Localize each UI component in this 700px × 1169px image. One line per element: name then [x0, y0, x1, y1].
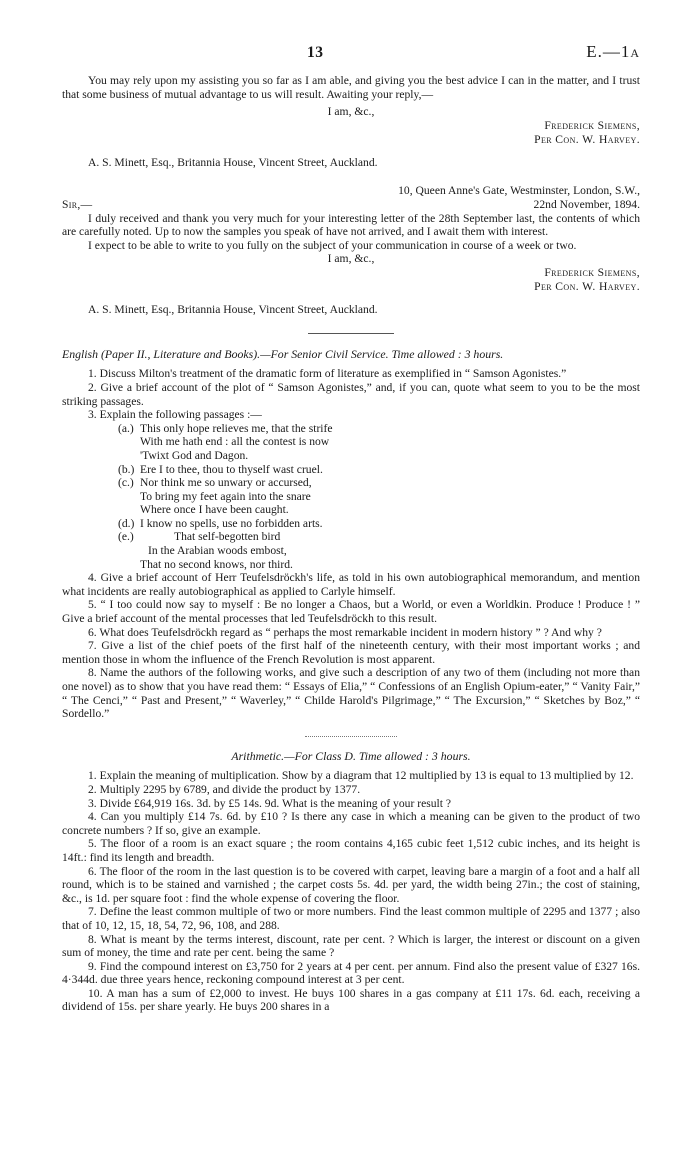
letter-1	[62, 74, 640, 170]
verse-b-line-1	[62, 463, 640, 477]
english-question-1: 1. Discuss Milton's treatment of the dramatic form of literature as exemplified in “ Samson Agonistes.”	[88, 367, 567, 381]
letter-1-signature: Frederick Siemens,	[544, 118, 640, 132]
verse-e-text-1: That self-begotten bird	[174, 530, 281, 544]
arithmetic-question-10: 10. A man has a sum of £2,000 to invest. He buys 100 shares in a gas company at £11 17s. 6d. each, receiving a dividend of 15s. per share yearly. He buys 200 shares in a	[62, 986, 640, 1014]
letter-2-closing: I am, &c.,	[327, 252, 375, 266]
letter-1-closing: I am, &c.,	[327, 105, 375, 119]
arithmetic-question-8-text: 8. What is meant by the terms interest, discount, rate per cent. ? Which is larger, the interest or discount on a given sum of money, the time and rate per cent. being the same ?	[62, 932, 640, 960]
arithmetic-question-2: 2. Multiply 2295 by 6789, and divide the product by 1377.	[88, 782, 361, 796]
verse-d-text-1: I know no spells, use no forbidden arts.	[140, 516, 323, 530]
letter-1-paragraph: You may rely upon my assisting you so far as I am able, and giving you the best advice I can in the matter, and I trust that some business of mutual advantage to us will result. Awaiting your reply,—	[62, 74, 640, 101]
arithmetic-question-9: 9. Find the compound interest on £3,750 for 2 years at 4 per cent. per annum. Find also the present value of £327 16s. 4·344d. due three years hence, reckoning compound interest at 3 per cent.	[62, 959, 640, 987]
letter-1-per: Per Con. W. Harvey.	[534, 132, 640, 146]
verse-e-label: (e.)	[118, 530, 134, 544]
english-verse-b	[62, 463, 640, 477]
verse-d-label: (d.)	[118, 516, 135, 530]
english-question-6: 6. What does Teufelsdröckh regard as “ perhaps the most remarkable incident in modern history ” ? And why ?	[88, 625, 602, 639]
arithmetic-question-4: 4. Can you multiply £14 7s. 6d. by £10 ? Is there any case in which a meaning can be given to the product of two concrete numbers ? If so, give an example.	[62, 810, 640, 837]
english-verse-c	[62, 476, 640, 517]
letter-2-per: Per Con. W. Harvey.	[534, 279, 640, 293]
section-divider-1	[308, 333, 394, 334]
english-section-title: English (Paper II., Literature and Books).—For Senior Civil Service. Time allowed : 3 hours.	[62, 346, 504, 361]
verse-c-line-2: To bring my feet again into the snare	[140, 489, 311, 503]
verse-a-text-1: This only hope relieves me, that the strife	[140, 421, 333, 435]
letter-2-address: 10, Queen Anne's Gate, Westminster, London, S.W.,	[398, 183, 640, 197]
english-question-8: 8. Name the authors of the following works, and give such a description of any two of them (including not more than one novel) as to show that you have read them: “ Essays of Elia,” “ Confessions of an English Opium-eater,” “ Vanity Fair,” “ The Cenci,” “ Past and Present,” “ Waverley,” “ Childe Harold's Pilgrimage,” “ The Excursion,” “ Sketches by Boz,” “ Sordello.”	[62, 666, 640, 721]
verse-e-line-1	[62, 530, 640, 544]
english-question-2: 2. Give a brief account of the plot of “ Samson Agonistes,” and, if you can, quote what seem to you to be the most striking passages.	[62, 380, 640, 408]
english-question-4: 4. Give a brief account of Herr Teufelsdröckh's life, as told in his own autobiographical memorandum, and mention what incidents are really autobiographical as applied to Carlyle himself.	[62, 571, 640, 598]
letter-2-paragraph-1: I duly received and thank you very much for your interesting letter of the 28th September last, the contents of which are carefully noted. Up to now the samples you speak of have not arrived, and I await them with interest.	[62, 211, 640, 239]
arithmetic-question-7: 7. Define the least common multiple of two or more numbers. Find the least common multiple of 2295 and 1377 ; also that of 10, 12, 15, 18, 54, 72, 96, 108, and 288.	[62, 905, 640, 932]
verse-a-label: (a.)	[118, 421, 134, 435]
letter-2-signature: Frederick Siemens,	[544, 266, 640, 280]
letter-2-salutation: Sir,—	[62, 197, 93, 211]
verse-c-label: (c.)	[118, 476, 134, 490]
english-question-3: 3. Explain the following passages :—	[88, 408, 262, 422]
english-verse-a	[62, 422, 640, 463]
arithmetic-question-1: 1. Explain the meaning of multiplication. Show by a diagram that 12 multiplied by 13 is equal to 13 multiplied by 12.	[88, 769, 634, 783]
verse-a-line-2: With me hath end : all the contest is now	[140, 435, 330, 449]
page-header	[62, 44, 640, 74]
english-verse-d	[62, 517, 640, 531]
verse-b-text-1: Ere I to thee, thou to thyself wast cruel.	[140, 462, 323, 476]
english-question-5: 5. “ I too could now say to myself : Be no longer a Chaos, but a World, or even a Worldkin. Produce ! Produce ! ” Give a brief account of the mental processes that led Teufelsdröckh to this result.	[62, 598, 640, 626]
verse-e-line-3: That no second knows, nor third.	[140, 557, 293, 571]
letter-2-date: 22nd November, 1894.	[533, 197, 640, 211]
section-divider-2	[305, 736, 397, 737]
english-section	[62, 348, 640, 721]
english-question-7: 7. Give a list of the chief poets of the first half of the nineteenth century, with their most important works ; and mention those in whom the influence of the French Revolution is most apparent.	[62, 639, 640, 666]
letter-2	[62, 184, 640, 317]
document-code-sub: A	[630, 46, 640, 60]
verse-c-text-1: Nor think me so unwary or accursed,	[140, 476, 312, 490]
document-code	[586, 42, 640, 62]
letter-2-paragraph-2: I expect to be able to write to you fully on the subject of your communication in course of a week or two.	[88, 238, 577, 252]
document-code-main: E.—1	[586, 42, 631, 61]
english-verse-e	[62, 530, 640, 571]
arithmetic-question-8	[62, 933, 640, 960]
page-number: 13	[307, 44, 324, 61]
verse-a-line-1	[62, 422, 640, 436]
verse-e-line-2: In the Arabian woods embost,	[148, 544, 287, 558]
verse-c-line-1	[62, 476, 640, 490]
page-content	[62, 44, 640, 1014]
verse-c-line-3: Where once I have been caught.	[140, 503, 289, 517]
arithmetic-section	[62, 750, 640, 1014]
letter-2-addressee: A. S. Minett, Esq., Britannia House, Vincent Street, Auckland.	[88, 302, 378, 316]
verse-a-line-3: 'Twixt God and Dagon.	[140, 448, 249, 462]
letter-1-addressee: A. S. Minett, Esq., Britannia House, Vincent Street, Auckland.	[88, 155, 378, 169]
arithmetic-section-title: Arithmetic.—For Class D. Time allowed : 3 hours.	[231, 748, 471, 763]
verse-b-label: (b.)	[118, 462, 135, 476]
arithmetic-question-6: 6. The floor of the room in the last question is to be covered with carpet, leaving bare a margin of a foot and a half all round, which is to be stained and varnished ; the carpet costs 5s. 4d. per yard, the width being 27in.; the cost of staining, &c., is 1d. per square foot : find the whole expense of covering the floor.	[62, 864, 640, 905]
arithmetic-question-5: 5. The floor of a room is an exact square ; the room contains 4,165 cubic feet 1,512 cubic inches, and its height is 14ft.: find its length and breadth.	[62, 837, 640, 864]
verse-d-line-1	[62, 517, 640, 531]
arithmetic-question-3: 3. Divide £64,919 16s. 3d. by £5 14s. 9d. What is the meaning of your result ?	[88, 796, 452, 810]
